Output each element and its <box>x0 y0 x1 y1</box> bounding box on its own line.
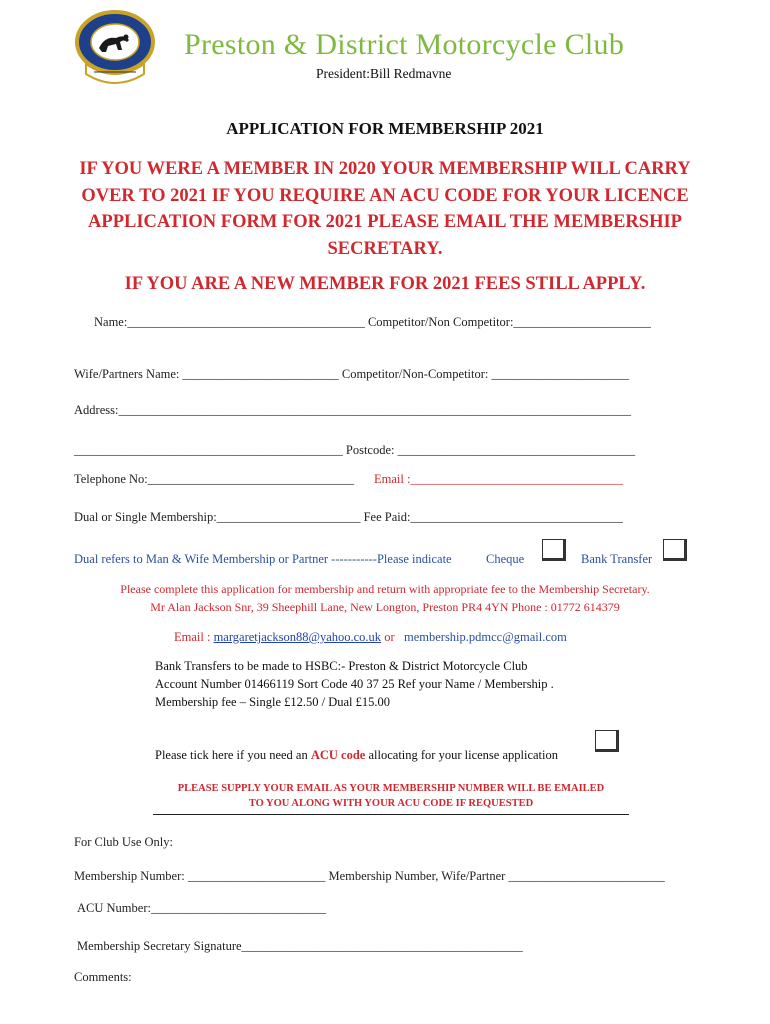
email-prefix: Email : <box>174 630 214 644</box>
president-line: President:Bill Redmavne <box>316 66 452 81</box>
bank-line-2: Account Number 01466119 Sort Code 40 37 25 Ref your Name / Membership . <box>155 677 554 691</box>
new-member-notice: IF YOU ARE A NEW MEMBER FOR 2021 FEES STILL APPLY. <box>124 274 646 294</box>
membership-type-field[interactable]: Dual or Single Membership:_______________________ Fee Paid:__________________________________ <box>74 510 623 524</box>
acu-highlight: ACU code <box>310 748 366 762</box>
acu-request-text <box>155 748 558 763</box>
telephone-field[interactable]: Telephone No:_________________________________ <box>74 472 355 486</box>
divider <box>153 814 629 815</box>
club-use-heading: For Club Use Only: <box>74 835 173 849</box>
dual-membership-note: Dual refers to Man & Wife Membership or Partner -----------Please indicate <box>74 552 452 566</box>
club-crest-icon <box>72 8 158 88</box>
return-instructions: Please complete this application for membership and return with appropriate fee to the Membership Secretary. <box>120 582 650 596</box>
cheque-checkbox[interactable] <box>542 539 566 561</box>
acu-code-checkbox[interactable] <box>595 730 619 752</box>
bank-line-1: Bank Transfers to be made to HSBC:- Preston & District Motorcycle Club <box>155 659 528 673</box>
postcode-field[interactable]: ___________________________________________ Postcode: ______________________________________ <box>74 443 636 457</box>
membership-number-field[interactable]: Membership Number: ______________________ Membership Number, Wife/Partner _________________________ <box>74 869 665 883</box>
club-name: Preston & District Motorcycle Club <box>184 28 625 61</box>
secretary-signature-field[interactable]: Membership Secretary Signature_____________________________________________ <box>77 939 523 953</box>
email-field[interactable]: Email :__________________________________ <box>374 472 623 486</box>
club-email-link[interactable]: membership.pdmcc@gmail.com <box>403 630 567 644</box>
bank-transfer-label: Bank Transfer <box>581 552 653 566</box>
address-field[interactable]: Address:__________________________________________________________________________________ <box>74 403 631 417</box>
carry-over-notice: IF YOU WERE A MEMBER IN 2020 YOUR MEMBERSHIP WILL CARRY OVER TO 2021 IF YOU REQUIRE AN ACU CODE FOR YOUR LICENCE APPLICATION FORM FOR 2021 PLEASE EMAIL THE MEMBERSHIP SECRETARY. <box>79 159 691 259</box>
supply-notice-line-2: TO YOU ALONG WITH YOUR ACU CODE IF REQUESTED <box>248 798 534 809</box>
cheque-label: Cheque <box>486 552 525 566</box>
bank-transfer-checkbox[interactable] <box>663 539 687 561</box>
comments-field[interactable]: Comments: <box>74 970 132 984</box>
acu-text-after: allocating for your license application <box>365 748 558 762</box>
bank-line-3: Membership fee – Single £12.50 / Dual £15.00 <box>155 695 391 709</box>
email-line <box>174 630 567 645</box>
acu-number-field[interactable]: ACU Number:____________________________ <box>77 901 326 915</box>
email-or: or <box>381 630 395 644</box>
name-field[interactable]: Name:______________________________________ Competitor/Non Competitor:______________________ <box>94 315 651 329</box>
partner-name-field[interactable]: Wife/Partners Name: _________________________ Competitor/Non-Competitor: ______________________ <box>74 367 629 381</box>
supply-notice-line-1: PLEASE SUPPLY YOUR EMAIL AS YOUR MEMBERSHIP NUMBER WILL BE EMAILED <box>177 783 605 794</box>
secretary-email-link[interactable]: margaretjackson88@yahoo.co.uk <box>213 630 382 644</box>
form-title: APPLICATION FOR MEMBERSHIP 2021 <box>226 119 544 138</box>
secretary-address: Mr Alan Jackson Snr, 39 Sheephill Lane, New Longton, Preston PR4 4YN Phone : 01772 614379 <box>150 600 620 614</box>
acu-text-before: Please tick here if you need an <box>155 748 311 762</box>
